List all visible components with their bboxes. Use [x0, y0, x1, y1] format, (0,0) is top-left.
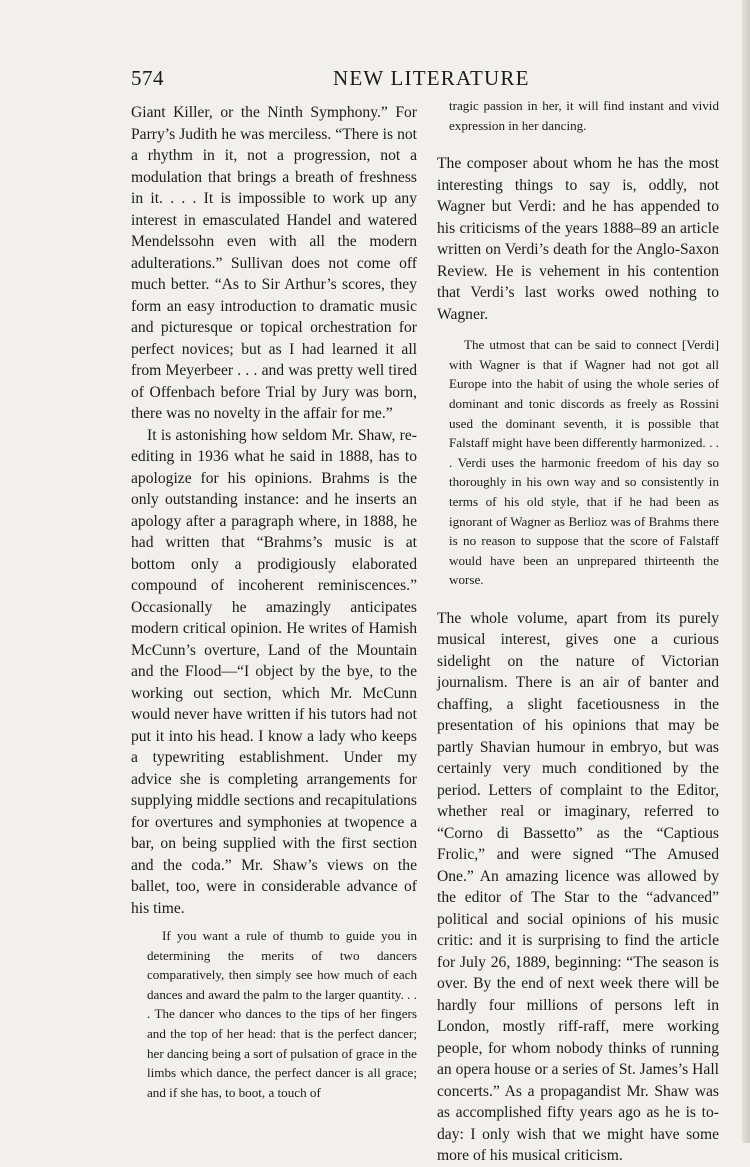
dance-quote [131, 926, 417, 1102]
left-paragraph-2: It is astonishing how seldom Mr. Shaw, re-editing in 1936 what he said in 1888, has to apologize for his opinions. Brahms is the only outstanding instance: and he inserts an apology after a paragraph where, in 1888, he had written that “Brahms’s music is at bottom only a prodigiously elaborated compound of incoherent reminiscences.” Occasionally he amazingly anticipates modern critical opinion. He writes of Hamish McCunn’s overture, Land of the Mountain and the Flood—“I object by the bye, to the working out section, which Mr. McCunn would never have written if his tutors had not put it into his head. I know a lady who keeps a typewriting establishment. Under my advice she is completing arrangements for supplying middle sections and recapitulations for overtures and symphonies at twopence a bar, on being supplied with the first section and the coda.” Mr. Shaw’s views on the ballet, too, were in considerable advance of his time. [131, 426, 417, 917]
page-edge [742, 0, 750, 1143]
verdi-quote [437, 335, 719, 590]
page-number: 574 [131, 66, 164, 90]
left-paragraph-1: Giant Killer, or the Ninth Symphony.” For Parry’s Judith he was merciless. “There is not a rhythm in it, not a progression, not a modulation that brings a breath of freshness in it. . . . It is impossible to work up any interest in emasculated Handel and watered Mendelssohn even with all the modern adulterations.” Sullivan does not come off much better. “As to Sir Arthur’s scores, they form an easy introduction to dramatic music and picturesque or topical orchestration for perfect novices; but as I had learned it all from Meyerbeer . . . and was pretty well tired of Offenbach before Trial by Jury was born, there was no novelty in the affair for me.” [131, 104, 417, 422]
page-header [131, 66, 721, 96]
dance-quote-continuation [437, 96, 719, 135]
dance-quote-text: If you want a rule of thumb to guide you in determining the merits of two dancers comparatively, then simply see how much of each dances and award the palm to the larger quantity. . . . The dancer who dances to the tips of her fingers and the top of her head: that is the perfect dancer; her dancing being a sort of pulsation of grace in the limbs which dance, the perfect dancer is all grace; and if she has, to boot, a touch of [147, 928, 417, 1100]
left-column [131, 102, 417, 1102]
right-column [437, 96, 719, 1167]
verdi-quote-text: The utmost that can be said to connect [Verdi] with Wagner is that if Wagner had not got all Europe into the habit of using the whole series of dominant and tonic discords as freely as Rossini used the dominant seventh, it is possible that Falstaff might have been differently harmonized. . . . Verdi uses the harmonic freedom of his day so thoroughly in his own way and so consistently in terms of his old style, that if he had been as ignorant of Wagner as Berlioz was of Brahms there is no reason to suppose that the score of Falstaff would have been an unprepared thirteenth the worse. [449, 337, 719, 588]
dance-quote-continuation-text: tragic passion in her, it will find instant and vivid expression in her dancing. [449, 98, 719, 133]
right-paragraph-2: The whole volume, apart from its purely musical interest, gives one a curious sidelight on the nature of Victorian journalism. There is an air of banter and chaffing, a slight facetiousness in the presentation of his opinions that may be partly Shavian humour in embryo, but was certainly very much conditioned by the period. Letters of complaint to the Editor, whether real or imaginary, referred to “Corno di Bassetto” as the “Captious Frolic,” and were signed “The Amused One.” An amazing licence was allowed by the editor of The Star to the “advanced” political and social opinions of his music critic: and it is surprising to find the article for July 26, 1889, beginning: “The season is over. By the end of next week there will be hardly four millions of persons left in London, mostly riff-raff, mere working people, for whom nobody thinks of running an opera house or a series of St. James’s Hall concerts.” As a propagandist Mr. Shaw was as accomplished fifty years ago as he is to-day: I only wish that we might have some more of his musical criticism. [437, 609, 719, 1165]
right-paragraph-1: The composer about whom he has the most interesting things to say is, oddly, not Wagner but Verdi: and he has appended to his criticisms of the years 1888–89 an article written on Verdi’s death for the Anglo-Saxon Review. He is vehement in his contention that Verdi’s last works owed nothing to Wagner. [437, 155, 719, 323]
running-head: NEW LITERATURE [333, 66, 530, 90]
